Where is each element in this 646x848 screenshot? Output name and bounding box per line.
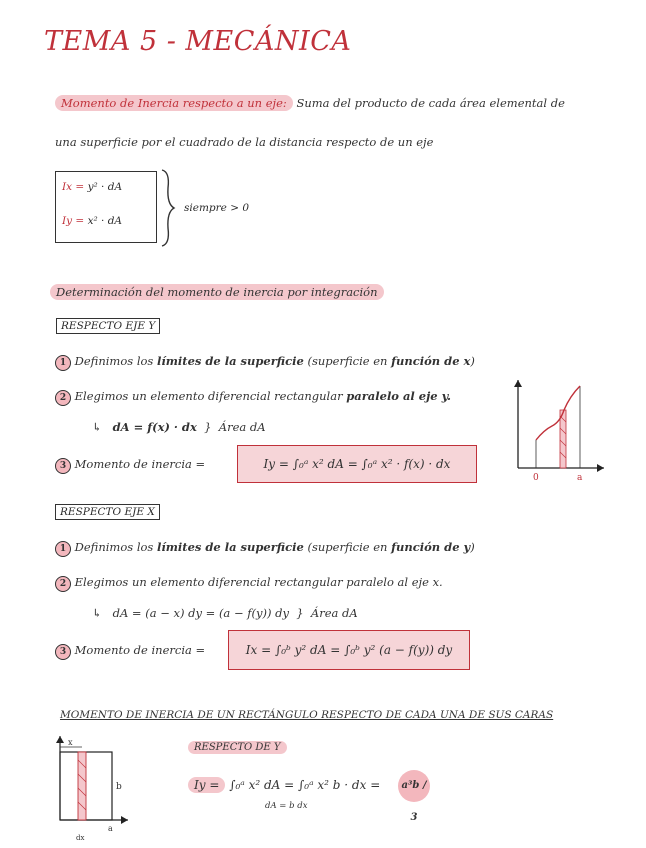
rectangle-heading: MOMENTO DE INERCIA DE UN RECTÁNGULO RESPECTO DE CADA UNA DE SUS CARAS [60,709,554,721]
eje-x-formula-box: Ix = ∫₀ᵇ y² dA = ∫₀ᵇ y² (a − f(y)) dy [228,630,470,670]
rect-da-sub: dA = b dx [265,801,308,811]
definition-text-1: Suma del producto de cada área elemental de [296,96,565,110]
rect-dx-label: dx [76,834,85,842]
eje-x-da-line: ↳ dA = (a − x) dy = (a − f(y)) dy } Área dA [92,606,358,620]
definition-text-2: una superficie por el cuadrado de la distancia respecto de un eje [55,135,434,149]
rectangle-formula-line [188,778,380,792]
eje-y-formula-box: Iy = ∫₀ᵃ x² dA = ∫₀ᵃ x² · f(x) · dx [237,445,477,483]
always-positive-note: siempre > 0 [184,202,250,214]
eje-y-step-1: 1 Definimos los límites de la superficie (superficie en función de x) [55,354,475,371]
iy-expr: x² · dA [87,215,123,227]
step-number-badge: 3 [55,644,71,660]
ix-label: Ix = [62,181,85,193]
eje-y-graph [508,376,608,484]
eje-y-da-line: ↳ dA = f(x) · dx } Área dA [92,420,266,434]
graph-label-a: a [577,473,583,483]
eje-y-step-2: 2 Elegimos un elemento diferencial rectangular paralelo al eje y. [55,389,451,406]
eje-y-da-note: Área dA [218,420,266,434]
step-number-badge: 1 [55,355,71,371]
eje-y-step-3: 3 Momento de inercia = [55,457,205,474]
iy-label: Iy = [62,215,85,227]
formula-box [55,171,157,243]
step-number-badge: 1 [55,541,71,557]
arrow-return-icon: ↳ [92,420,102,434]
step-number-badge: 2 [55,576,71,592]
integration-heading: Determinación del momento de inercia por integración [50,285,384,299]
eje-x-step-2: 2 Elegimos un elemento diferencial rectangular paralelo al eje x. [55,575,443,592]
rect-formula-main: ∫₀ᵃ x² dA = ∫₀ᵃ x² b · dx = [229,778,381,792]
respecto-eje-x-label: RESPECTO EJE X [55,504,160,520]
respecto-eje-y-label: RESPECTO EJE Y [56,318,160,334]
rectangle-diagram [50,734,140,844]
eje-x-step-3: 3 Momento de inercia = [55,643,205,660]
step-number-badge: 2 [55,390,71,406]
rect-a-label: a [108,824,113,833]
graph-label-zero: 0 [533,473,539,483]
definition-line-1 [55,96,615,110]
eje-x-da-note: Área dA [310,606,358,620]
eje-x-step-1: 1 Definimos los límites de la superficie (superficie en función de y) [55,540,475,557]
definition-term: Momento de Inercia respecto a un eje: [55,95,293,111]
rect-x-label: x [68,738,73,747]
respecto-de-y-label: RESPECTO DE Y [188,742,287,753]
page-title: TEMA 5 - MECÁNICA [44,26,352,57]
step-number-badge: 3 [55,458,71,474]
rect-iy-label: Iy = [188,777,225,793]
rectangle-result: a³b / 3 [398,770,430,802]
rect-b-label: b [116,782,122,792]
arrow-return-icon: ↳ [92,606,102,620]
eje-x-da-eq: dA = (a − x) dy = (a − f(y)) dy [112,606,289,620]
eje-y-da-eq: dA = f(x) · dx [112,420,197,434]
ix-expr: y² · dA [87,181,123,193]
curly-brace-icon [158,168,180,248]
